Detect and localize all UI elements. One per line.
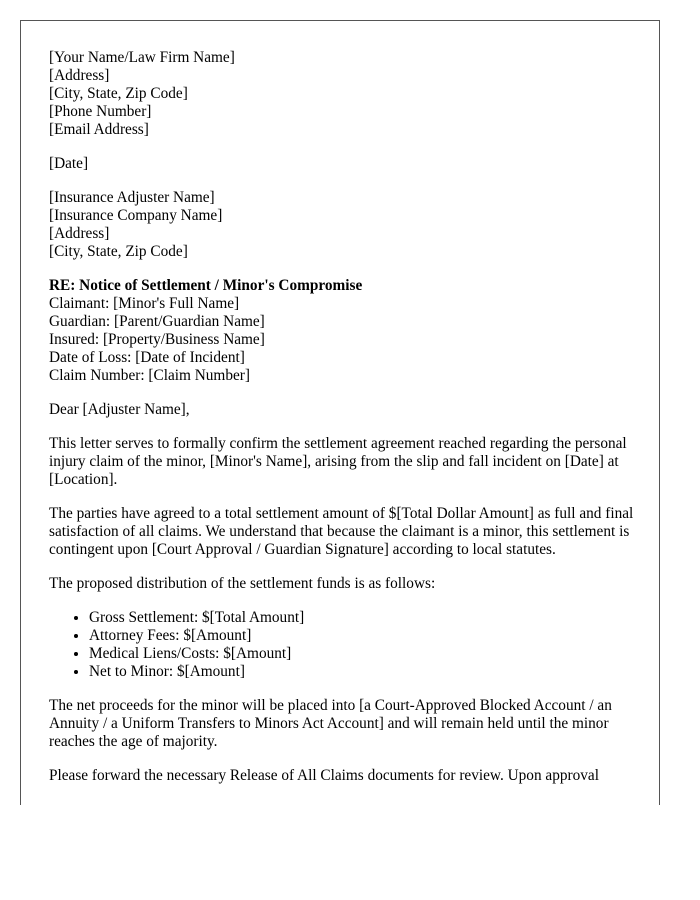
letter-date: [Date] bbox=[49, 155, 89, 172]
date-block bbox=[49, 155, 639, 173]
list-item: • Medical Liens/Costs: $[Amount] bbox=[89, 645, 639, 663]
re-claimant: Claimant: [Minor's Full Name] bbox=[49, 295, 240, 312]
list-item: • Gross Settlement: $[Total Amount] bbox=[89, 609, 639, 627]
distribution-list bbox=[49, 609, 639, 681]
sender-name: [Your Name/Law Firm Name] bbox=[49, 49, 235, 66]
sender-address: [Address] bbox=[49, 67, 110, 84]
paragraph-distribution-intro: The proposed distribution of the settlement funds is as follows: bbox=[49, 575, 436, 592]
paragraph-net-proceeds: The net proceeds for the minor will be placed into [a Court-Approved Blocked Account / an Annuity / a Uniform Transfers to Minors Act Account] and will remain held until the minor reaches the age of majority. bbox=[49, 697, 612, 750]
list-item: • Net to Minor: $[Amount] bbox=[89, 663, 639, 681]
re-block bbox=[49, 277, 639, 385]
recipient-company: [Insurance Company Name] bbox=[49, 207, 223, 224]
re-date-of-loss: Date of Loss: [Date of Incident] bbox=[49, 349, 245, 366]
sender-city-state-zip: [City, State, Zip Code] bbox=[49, 85, 188, 102]
recipient-block bbox=[49, 189, 639, 261]
letter-content bbox=[49, 49, 639, 801]
recipient-address: [Address] bbox=[49, 225, 110, 242]
re-title: RE: Notice of Settlement / Minor's Compromise bbox=[49, 277, 363, 294]
paragraph-settlement-amount: The parties have agreed to a total settlement amount of $[Total Dollar Amount] as full and final satisfaction of all claims. We understand that because the claimant is a minor, this settlement is contingent upon [Court Approval / Guardian Signature] according to local statutes. bbox=[49, 505, 634, 558]
paragraph-release-request: Please forward the necessary Release of All Claims documents for review. Upon approval bbox=[49, 767, 599, 784]
salutation: Dear [Adjuster Name], bbox=[49, 401, 190, 418]
sender-block bbox=[49, 49, 639, 139]
re-guardian: Guardian: [Parent/Guardian Name] bbox=[49, 313, 265, 330]
recipient-city-state-zip: [City, State, Zip Code] bbox=[49, 243, 188, 260]
paragraph-confirmation: This letter serves to formally confirm the settlement agreement reached regarding the personal injury claim of the minor, [Minor's Name], arising from the slip and fall incident on [Date] at [Location]. bbox=[49, 435, 627, 488]
sender-email: [Email Address] bbox=[49, 121, 149, 138]
re-claim-number: Claim Number: [Claim Number] bbox=[49, 367, 250, 384]
list-item: • Attorney Fees: $[Amount] bbox=[89, 627, 639, 645]
letter-page bbox=[20, 20, 660, 805]
sender-phone: [Phone Number] bbox=[49, 103, 152, 120]
recipient-name: [Insurance Adjuster Name] bbox=[49, 189, 215, 206]
re-insured: Insured: [Property/Business Name] bbox=[49, 331, 265, 348]
